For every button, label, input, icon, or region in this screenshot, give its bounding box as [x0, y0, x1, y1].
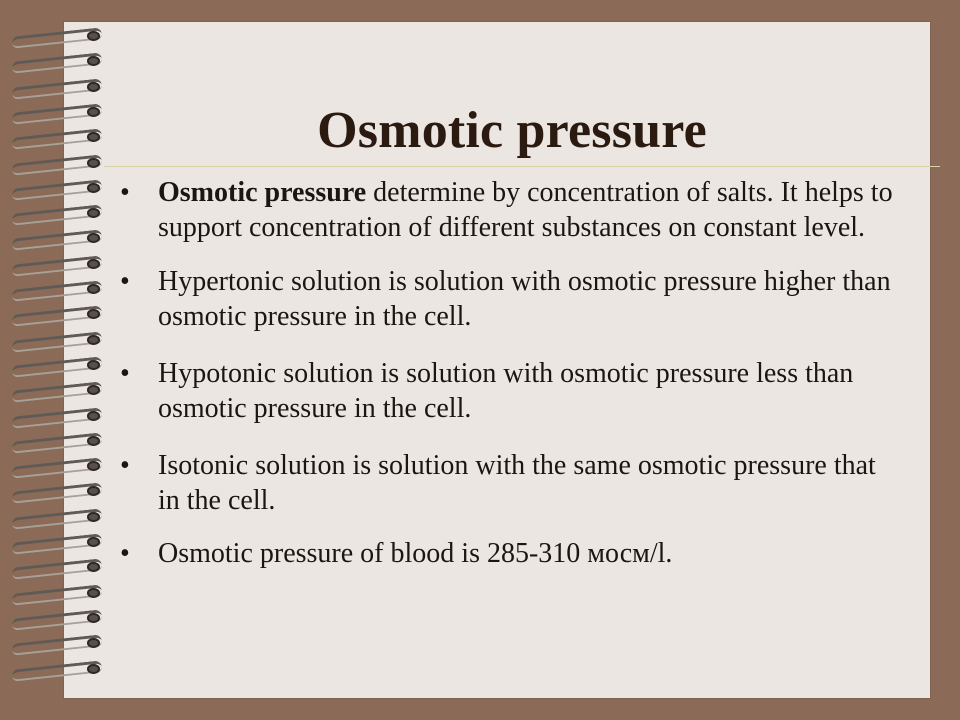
bullet-text: Osmotic pressure of blood is 285-310 мосм/l.: [158, 537, 673, 569]
bullet-list: [98, 176, 898, 571]
bullet-item-hypotonic: [98, 357, 898, 426]
slide-title: Osmotic pressure: [317, 101, 707, 159]
bullet-text: Isotonic solution is solution with the same osmotic pressure that in the cell.: [158, 450, 876, 517]
title-divider: [104, 166, 940, 167]
bullet-icon: •: [120, 177, 130, 208]
bullet-icon: •: [120, 357, 130, 389]
bullet-item-isotonic: [98, 449, 898, 518]
bullet-text: Hypertonic solution is solution with osmotic pressure higher than osmotic pressure in the cell.: [158, 266, 891, 333]
binding-strip: [0, 0, 68, 720]
bullet-text: Hypotonic solution is solution with osmotic pressure less than osmotic pressure in the cell.: [158, 357, 854, 424]
bullet-item-hypertonic: [98, 265, 898, 334]
bullet-icon: •: [120, 537, 130, 569]
bullet-item-osmotic-pressure: [98, 176, 898, 245]
bullet-item-blood-pressure: [98, 537, 898, 572]
bullet-lead-text: Osmotic pressure: [158, 177, 367, 208]
bullet-icon: •: [120, 266, 130, 298]
bullet-text: determine by concentration of salts. It helps to support concentration of different substances on constant level.: [158, 177, 893, 243]
bullet-icon: •: [120, 450, 130, 482]
